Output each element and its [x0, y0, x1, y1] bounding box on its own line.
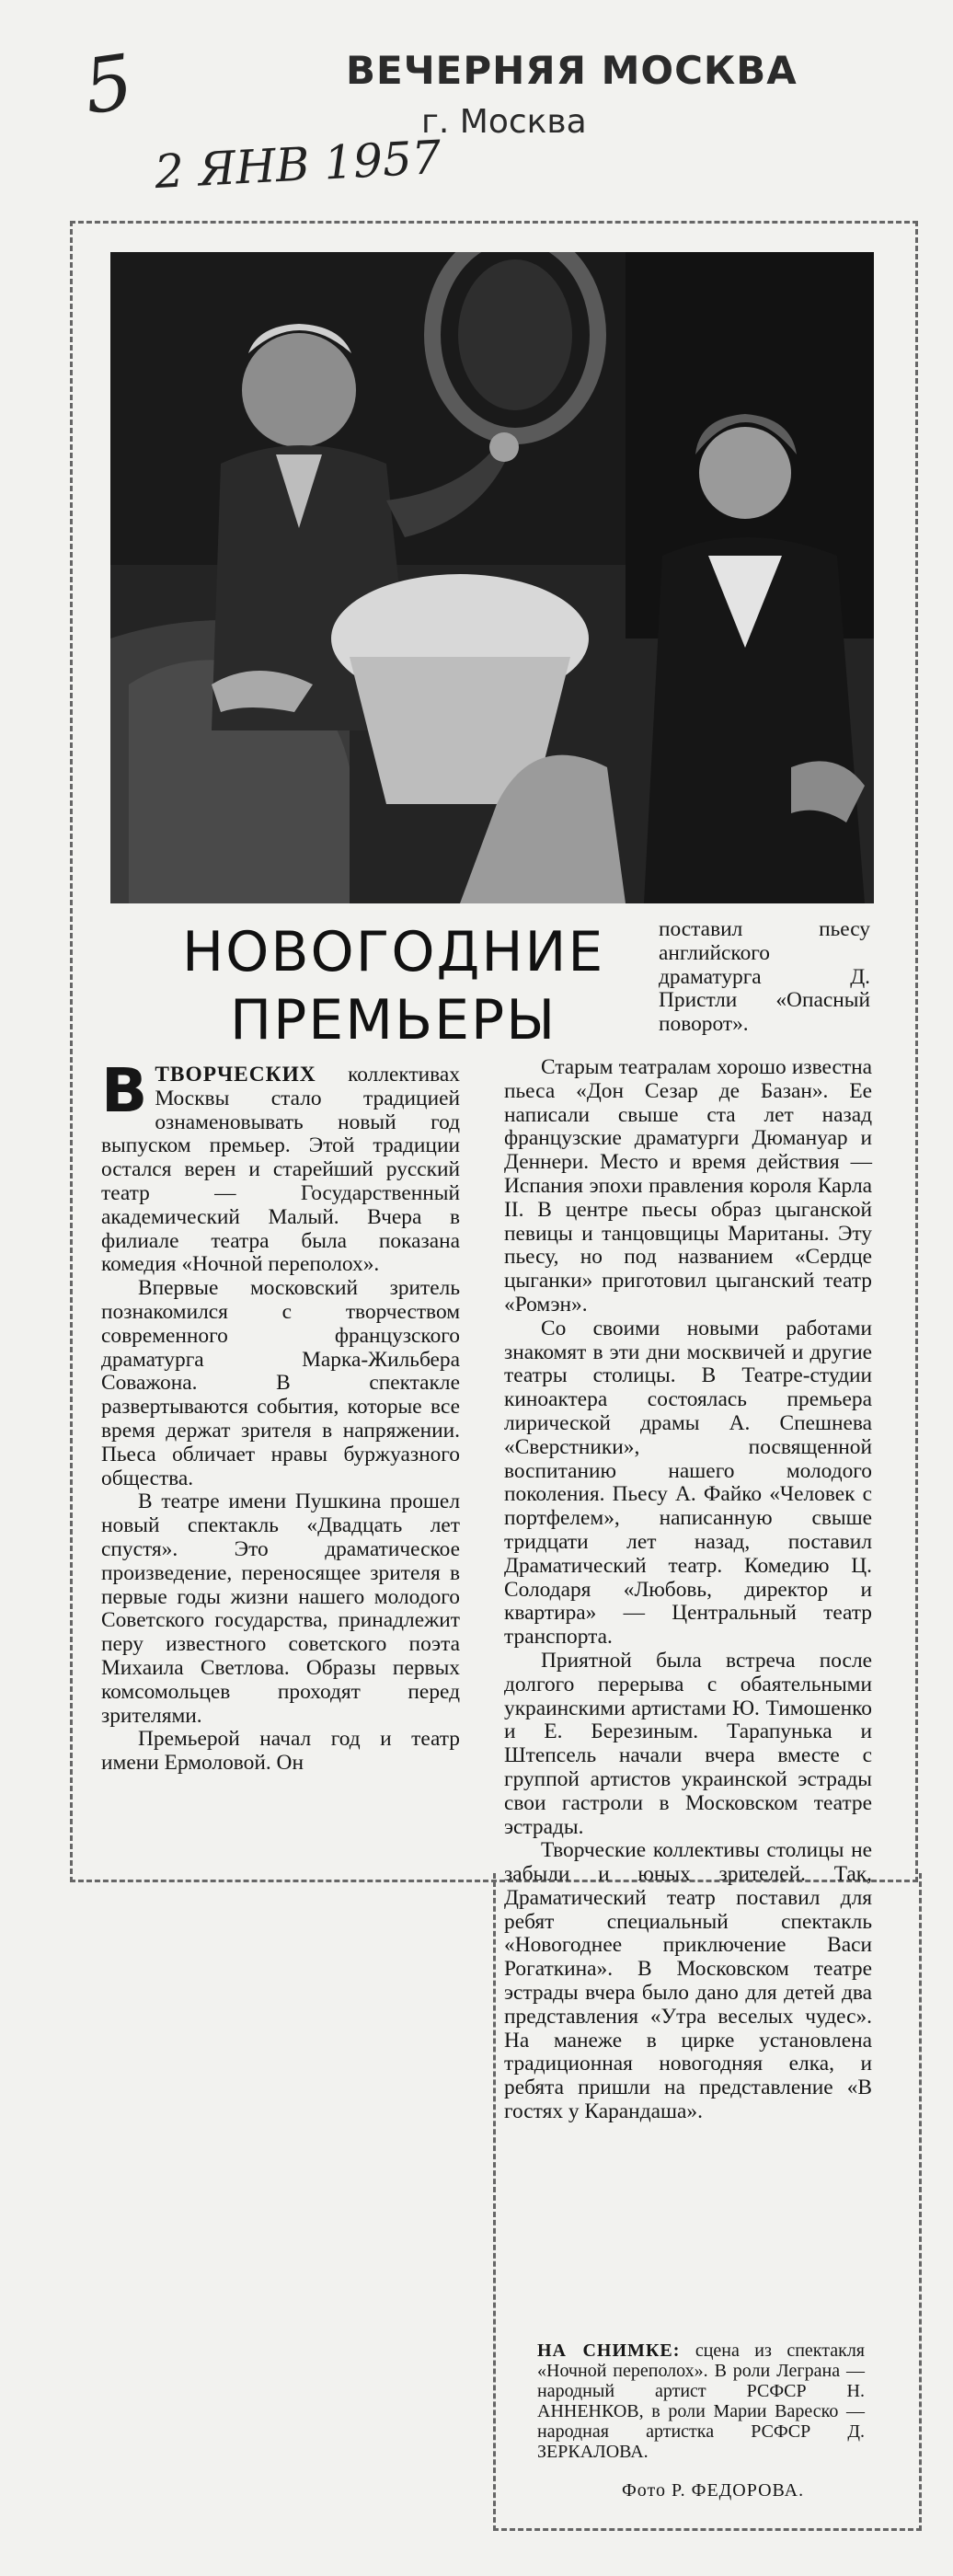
article-column-right-top: [659, 918, 870, 1037]
article-paragraph: Премьерой начал год и театр имени Ермоловой. Он: [101, 1727, 460, 1776]
article-paragraph-continued: поставил пьесу английского драматурга Д. Пристли «Опасный поворот».: [659, 917, 870, 1037]
headline-line-2: ПРЕМЬЕРЫ: [230, 988, 557, 1052]
newspaper-name-stamp: ВЕЧЕРНЯЯ МОСКВА: [346, 48, 798, 93]
article-paragraph: Со своими новыми работами знакомят в эти дни москвичей и другие театры столицы. В Театре-студии киноактера состоялась премьера лирической драмы А. Спешнева «Сверстники», посвященной воспитанию нашего молодого поколения. Пьесу А. Файко «Человек с портфелем», написанную свыше тридцати лет назад, поставил Драматический театр. Комедию Ц. Солодаря «Любовь, директор и квартира» — Центральный театр транспорта.: [504, 1316, 872, 1650]
lead-text: коллективах Москвы стало традицией ознаменовывать новый год выпуском премьер. Этой традиции остался верен и старейший русский театр — Государственный академический Малый. Вчера в филиале театра была показана комедия «Ночной переполох».: [101, 1063, 460, 1277]
article-paragraph: В театре имени Пушкина прошел новый спектакль «Двадцать лет спустя». Это драматическое произведение, переносящее зрителя в первые годы жизни нашего молодого Советского государства, принадлежит перу известного советского поэта Михаила Светлова. Образы первых комсомольцев проходят перед зрителями.: [101, 1489, 460, 1728]
actor-head: [242, 333, 356, 447]
theatre-scene-photo: [110, 252, 874, 903]
article-paragraph: Приятной была встреча после долгого перерыва с обаятельными украинскими артистами Ю. Тимошенко и Е. Березиным. Тарапунька и Штепсель начали вчера вместе с группой артистов украинской эстрады свои гастроли в Московском театре эстрады.: [504, 1648, 872, 1839]
city-stamp: г. Москва: [421, 103, 587, 141]
handwritten-archive-mark: 5: [78, 38, 139, 132]
date-stamp: 2 ЯНВ 1957: [153, 130, 442, 200]
photo-illustration: [110, 252, 874, 903]
caption-lead: НА СНИМКЕ:: [537, 2340, 681, 2361]
article-column-right: [504, 1056, 872, 2124]
lead-spaced-word: ТВОРЧЕСКИХ: [155, 1063, 316, 1087]
actress-head: [699, 427, 791, 519]
photo-credit: Фото Р. ФЕДОРОВА.: [622, 2480, 805, 2501]
article-column-left: [101, 1055, 460, 1776]
article-paragraph: Впервые московский зритель познакомился с творчеством современного французского драматурга Марка-Жильбера Соважона. В спектакле развертываются события, которые все время держат зрителя в напряжении. Пьеса обличает нравы буржуазного общества.: [101, 1276, 460, 1490]
article-paragraph-lead: [101, 1055, 460, 1277]
article-paragraph: Творческие коллективы столицы не забыли и юных зрителей. Так, Драматический театр поставил для ребят специальный спектакль «Новогоднее приключение Васи Рогаткина». В Московском театре эстрады вчера было дано для детей два представления «Утра веселых чудес». На манеже в цирке установлена традиционная новогодняя елка, и ребята пришли на представление «В гостях у Карандаша».: [504, 1838, 872, 2124]
article-paragraph: Старым театралам хорошо известна пьеса «Дон Сезар де Базан». Ее написали свыше ста лет назад французские драматурги Дюмануар и Деннери. Место и время действия — Испания эпохи правления короля Карла II. В центре пьесы образ цыганской певицы и танцовщицы Маританы. Эту пьесу, но под названием «Сердце цыганки» приготовил цыганский театр «Ромэн».: [504, 1055, 872, 1317]
headline-line-1: НОВОГОДНИЕ: [182, 920, 605, 984]
photo-caption: [537, 2340, 865, 2462]
dropcap: В: [101, 1055, 148, 1126]
caption-text: сцена из спектакля «Ночной переполох». В роли Леграна — народный артист РСФСР Н. АННЕНКОВ, в роли Марии Вареско — народная артистка РСФСР Д. ЗЕРКАЛОВА.: [537, 2340, 865, 2462]
